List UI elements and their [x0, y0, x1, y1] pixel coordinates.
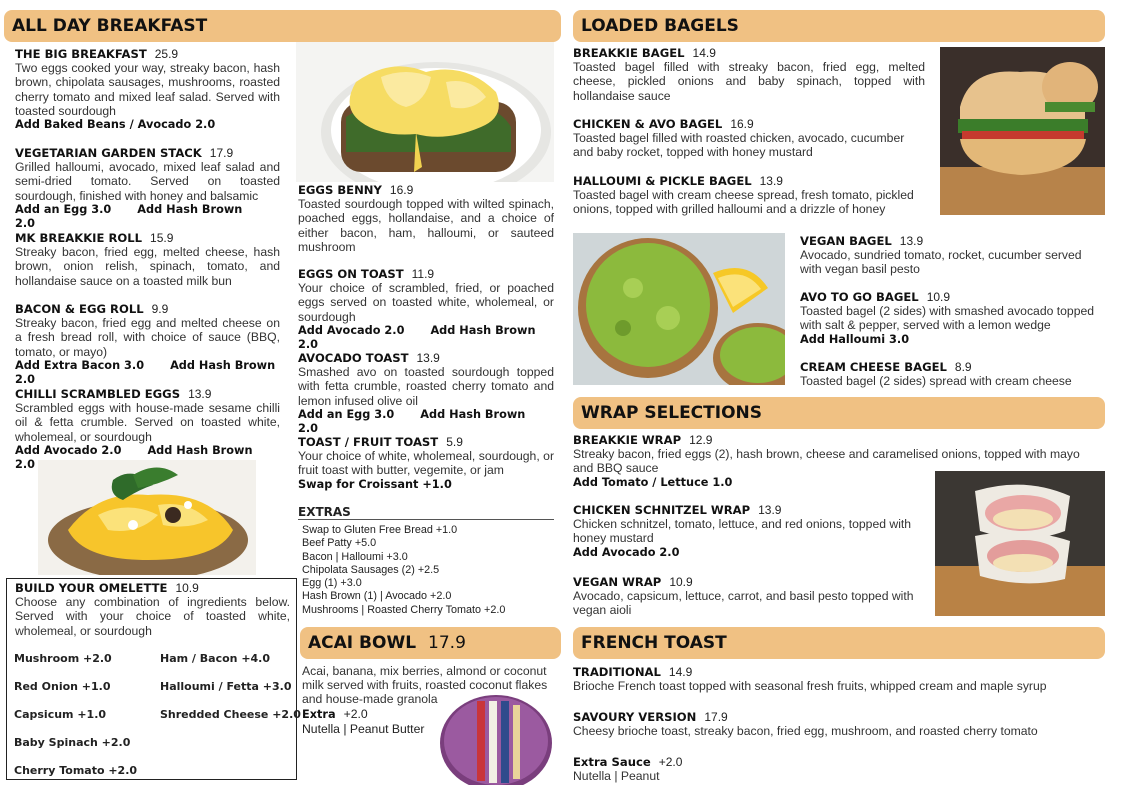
menu-item-chicken-schnitzel-wrap — [573, 503, 925, 560]
item-description: Smashed avo on toasted sourdough topped with fetta crumble, roasted cherry tomato and lemon infused olive oil — [298, 365, 554, 408]
item-description: Your choice of white, wholemeal, sourdough, or fruit toast with butter, vegemite, or jam — [298, 449, 554, 478]
menu-item-savoury-french-toast — [573, 710, 1103, 738]
avocado-bagel-photo — [573, 233, 785, 385]
addon-option: Add Hash Brown 2.0 — [298, 407, 526, 436]
menu-item-extra-sauce — [573, 755, 1103, 783]
item-description: Toasted bagel (2 sides) spread with cream cheese — [800, 374, 1072, 389]
menu-item-bacon-egg-roll — [15, 302, 280, 387]
extras-title: EXTRAS — [298, 505, 351, 519]
menu-item-acai-bowl — [302, 664, 560, 736]
omelette-option: Cherry Tomato +2.0 — [14, 764, 138, 777]
item-price: 9.9 — [151, 302, 169, 316]
item-price: 14.9 — [668, 665, 693, 679]
extras-line: Mushrooms | Roasted Cherry Tomato +2.0 — [302, 603, 506, 616]
section-banner-breakfast — [4, 10, 561, 42]
section-banner-french — [573, 627, 1105, 659]
item-name: CHICKEN & AVO BAGEL — [573, 117, 723, 131]
item-description: Toasted bagel filled with roasted chicken, avocado, cucumber and baby rocket, topped with honey mustard — [573, 131, 905, 160]
item-description: Streaky bacon, fried egg and melted cheese on a fresh bread roll, with choice of sauce (BBQ, tomato, or mayo) — [15, 316, 280, 359]
item-name: AVO TO GO BAGEL — [800, 290, 919, 304]
menu-item-breakkie-wrap — [573, 433, 1103, 490]
addon-option: Add Tomato / Lettuce 1.0 — [573, 475, 733, 489]
item-description: Choose any combination of ingredients below. Served with your choice of toasted white, wholemeal, or sourdough — [15, 595, 290, 638]
item-description: Toasted sourdough topped with wilted spinach, poached eggs, hollandaise, and a choice of either bacon, ham, halloumi, or sauteed mushroom — [298, 197, 554, 254]
item-price: 10.9 — [669, 575, 693, 589]
menu-item-eggs-on-toast — [298, 267, 554, 352]
item-description: Streaky bacon, fried egg, melted cheese, hash brown, onion relish, spinach, tomato, and hollandaise sauce on a toasted milk bun — [15, 245, 280, 288]
item-addon — [573, 546, 925, 560]
omelette-option: Red Onion +1.0 — [14, 680, 111, 693]
omelette-option: Baby Spinach +2.0 — [14, 736, 131, 749]
omelette-option: Shredded Cheese +2.0 — [160, 708, 301, 721]
item-price: 5.9 — [446, 435, 463, 449]
item-price: 14.9 — [692, 46, 716, 60]
addon-option: Add Halloumi 3.0 — [800, 332, 910, 346]
section-price: 17.9 — [428, 633, 466, 653]
extras-line: Beef Patty +5.0 — [302, 537, 377, 550]
bagel-sandwich-photo — [940, 47, 1105, 215]
item-description: Brioche French toast topped with seasonal fresh fruits, whipped cream and maple syrup — [573, 679, 1047, 694]
item-price: 12.9 — [689, 433, 713, 447]
section-title: FRENCH TOAST — [581, 633, 727, 653]
omelette-option: Capsicum +1.0 — [14, 708, 107, 721]
section-banner-bagels — [573, 10, 1105, 42]
item-price: 10.9 — [926, 290, 951, 304]
item-price: 10.9 — [175, 581, 199, 595]
item-price: 11.9 — [411, 267, 435, 281]
item-addon — [15, 359, 280, 387]
item-addon — [298, 478, 554, 492]
item-price: +2.0 — [658, 755, 683, 769]
addon-option: Add an Egg 3.0 — [298, 407, 395, 421]
item-price: 16.9 — [730, 117, 754, 131]
scrambled-eggs-photo — [38, 460, 256, 575]
addon-option: Add Hash Brown 2.0 — [15, 443, 253, 472]
item-description: Cheesy brioche toast, streaky bacon, fried egg, mushroom, and roasted cherry tomato — [573, 724, 1038, 739]
item-name: EGGS ON TOAST — [298, 267, 404, 281]
addon-option: Add Hash Brown 2.0 — [15, 202, 243, 231]
addon-option: Add Avocado 2.0 — [573, 545, 680, 559]
menu-item-cream-cheese-bagel — [800, 360, 1106, 388]
menu-item-traditional-french-toast — [573, 665, 1103, 693]
section-title: WRAP SELECTIONS — [581, 403, 762, 423]
addon-option: Add Baked Beans / Avocado 2.0 — [15, 118, 216, 132]
item-name: AVOCADO TOAST — [298, 351, 409, 365]
item-description: Two eggs cooked your way, streaky bacon, hash brown, chipolata sausages, mushrooms, roasted cherry tomato and mixed leaf salad. Served with toasted sourdough — [15, 61, 280, 118]
extras-line: Egg (1) +3.0 — [302, 577, 362, 590]
item-description: Streaky bacon, fried eggs (2), hash brown, cheese and caramelised onions, topped with mayo and BBQ sauce — [573, 447, 1080, 476]
addon-option: Add Avocado 2.0 — [15, 443, 122, 457]
item-name: TRADITIONAL — [573, 665, 661, 679]
menu-item-avocado-toast — [298, 351, 554, 436]
menu-item-mk-breakkie-roll — [15, 231, 280, 288]
addon-option: Add Hash Brown 2.0 — [298, 323, 536, 352]
item-price: 8.9 — [954, 360, 972, 374]
item-name: BREAKKIE WRAP — [573, 433, 682, 447]
addon-option: Add Avocado 2.0 — [298, 323, 405, 337]
menu-item-vegetarian-garden-stack — [15, 146, 280, 231]
item-price: 16.9 — [389, 183, 414, 197]
section-banner-acai — [300, 627, 561, 659]
item-price: 25.9 — [154, 47, 179, 61]
section-title: ACAI BOWL — [308, 633, 417, 653]
item-description: Toasted bagel with cream cheese spread, fresh tomato, pickled onions, topped with grilled halloumi and a drizzle of honey — [573, 188, 914, 217]
wrap-photo — [935, 471, 1105, 616]
extra-options: Nutella | Peanut Butter — [302, 721, 425, 736]
item-name: EGGS BENNY — [298, 183, 382, 197]
item-name: CREAM CHEESE BAGEL — [800, 360, 947, 374]
extras-line: Chipolata Sausages (2) +2.5 — [302, 563, 440, 576]
menu-item-chilli-scrambled-eggs — [15, 387, 280, 472]
menu-item-big-breakfast — [15, 47, 280, 132]
item-description: Scrambled eggs with house-made sesame chilli oil & fetta crumble. Served on toasted white, wholemeal, or sourdough — [15, 401, 280, 444]
menu-item-avo-to-go-bagel — [800, 290, 1106, 347]
item-name: VEGAN WRAP — [573, 575, 662, 589]
item-description: Toasted bagel (2 sides) with smashed avocado topped with salt & pepper, served with a lemon wedge — [800, 304, 1095, 333]
item-price: 13.9 — [758, 503, 782, 517]
extras-divider — [298, 519, 554, 520]
item-price: 13.9 — [188, 387, 212, 401]
menu-item-vegan-wrap — [573, 575, 925, 618]
item-price: 13.9 — [899, 234, 924, 248]
item-description: Avocado, capsicum, lettuce, carrot, and basil pesto topped with vegan aioli — [573, 589, 914, 618]
item-price: 17.9 — [704, 710, 728, 724]
addon-option: Add Extra Bacon 3.0 — [15, 358, 145, 372]
item-description: Acai, banana, mix berries, almond or coconut milk served with fruits, roasted coconut flakes and house-made granola — [302, 664, 548, 707]
item-name: BUILD YOUR OMELETTE — [15, 581, 168, 595]
item-addon — [298, 324, 554, 352]
section-title: LOADED BAGELS — [581, 16, 739, 36]
item-price: 17.9 — [209, 146, 234, 160]
addon-option: Swap for Croissant +1.0 — [298, 477, 452, 491]
omelette-option: Mushroom +2.0 — [14, 652, 112, 665]
item-description: Grilled halloumi, avocado, mixed leaf salad and semi-dried tomato. Served on toasted sourdough, finished with honey and balsamic — [15, 160, 280, 203]
item-name: CHILLI SCRAMBLED EGGS — [15, 387, 181, 401]
eggs-benny-photo — [296, 42, 554, 182]
item-addon — [15, 203, 280, 231]
item-name: SAVOURY VERSION — [573, 710, 697, 724]
item-name: MK BREAKKIE ROLL — [15, 231, 143, 245]
extras-line: Swap to Gluten Free Bread +1.0 — [302, 524, 458, 536]
extras-line: Hash Brown (1) | Avocado +2.0 — [302, 590, 452, 603]
item-name: BREAKKIE BAGEL — [573, 46, 685, 60]
item-name: VEGETARIAN GARDEN STACK — [15, 146, 202, 160]
menu-item-eggs-benny — [298, 183, 554, 254]
item-price: 13.9 — [759, 174, 783, 188]
item-name: VEGAN BAGEL — [800, 234, 892, 248]
item-price: 15.9 — [150, 231, 174, 245]
section-title: ALL DAY BREAKFAST — [12, 16, 208, 36]
item-addon — [298, 408, 554, 436]
item-description: Nutella | Peanut — [573, 769, 660, 784]
item-name: HALLOUMI & PICKLE BAGEL — [573, 174, 752, 188]
menu-item-vegan-bagel — [800, 234, 1106, 277]
menu-item-chicken-avo-bagel — [573, 117, 925, 160]
item-addon — [800, 333, 1106, 347]
item-name: CHICKEN SCHNITZEL WRAP — [573, 503, 751, 517]
extras-list — [302, 524, 505, 617]
item-addon — [15, 118, 280, 132]
item-name: BACON & EGG ROLL — [15, 302, 144, 316]
extra-price: +2.0 — [343, 706, 368, 721]
item-addon — [573, 476, 1103, 490]
extra-label: Extra — [302, 707, 336, 721]
addon-option: Add an Egg 3.0 — [15, 202, 112, 216]
item-name: Extra Sauce — [573, 755, 651, 769]
extras-line: Bacon | Halloumi +3.0 — [302, 550, 408, 563]
omelette-option: Halloumi / Fetta +3.0 — [160, 680, 292, 693]
menu-item-breakkie-bagel — [573, 46, 925, 103]
item-description: Chicken schnitzel, tomato, lettuce, and red onions, topped with honey mustard — [573, 517, 912, 546]
item-addon — [15, 444, 280, 472]
menu-item-build-your-omelette — [15, 581, 290, 638]
item-price: 13.9 — [416, 351, 440, 365]
omelette-option: Ham / Bacon +4.0 — [160, 652, 271, 665]
item-description: Toasted bagel filled with streaky bacon, fried egg, melted cheese, pickled onions and baby spinach, topped with hollandaise sauce — [573, 60, 925, 103]
item-name: THE BIG BREAKFAST — [15, 47, 147, 61]
menu-item-halloumi-pickle-bagel — [573, 174, 925, 217]
section-banner-wraps — [573, 397, 1105, 429]
item-description: Avocado, sundried tomato, rocket, cucumber served with vegan basil pesto — [800, 248, 1082, 277]
item-name: TOAST / FRUIT TOAST — [298, 435, 439, 449]
item-description: Your choice of scrambled, fried, or poached eggs served on toasted white, wholemeal, or sourdough — [298, 281, 554, 324]
menu-item-toast-fruit-toast — [298, 435, 554, 492]
addon-option: Add Hash Brown 2.0 — [15, 358, 276, 387]
